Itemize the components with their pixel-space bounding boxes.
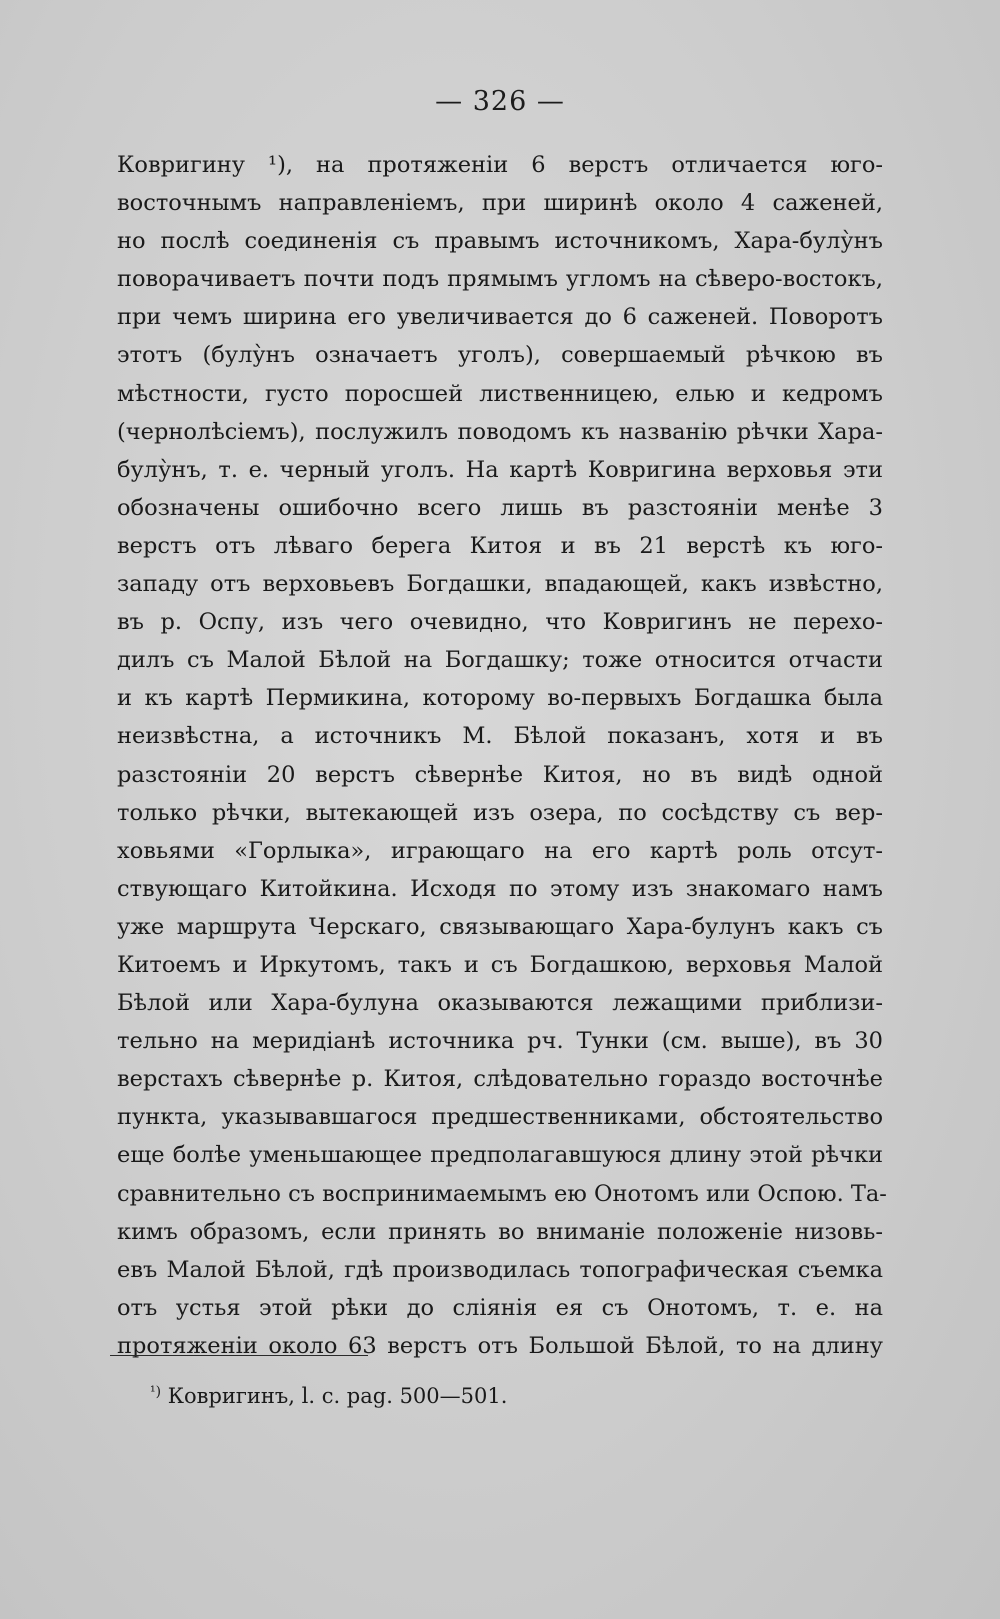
footnote-marker: ¹) [150,1384,162,1400]
text-line: (чернолѣсіемъ), послужилъ поводомъ къ названію рѣчки Хара- [117,418,883,445]
body-text [117,146,887,1365]
text-line: мѣстности, густо поросшей лиственницею, елью и кедромъ [117,380,883,407]
text-line: Китоемъ и Иркутомъ, такъ и съ Богдашкою, верховья Малой [117,951,883,978]
text-line: дилъ съ Малой Бѣлой на Богдашку; тоже относится отчасти [117,647,883,674]
text-line: отъ устья этой рѣки до слiянія ея съ Онотомъ, т. е. на [117,1294,883,1321]
text-line: верстъ отъ лѣваго берега Китоя и въ 21 верстѣ къ юго- [117,532,883,559]
text-line: разстояніи 20 верстъ сѣвернѣе Китоя, но въ видѣ одной [117,761,883,788]
text-line: обозначены ошибочно всего лишь въ разстояніи менѣе 3 [117,494,883,521]
text-line: протяженіи около 63 верстъ отъ Большой Бѣлой, то на длину [117,1332,883,1359]
text-line: этотъ (булу̀нъ означаетъ уголъ), совершаемый рѣчкою въ [117,342,883,369]
text-line: западу отъ верховьевъ Богдашки, впадающей, какъ извѣстно, [117,571,883,598]
text-line: пункта, указывавшагося предшественниками, обстоятельство [117,1104,883,1131]
text-line: тельно на меридіанѣ источника рч. Тунки (см. выше), въ 30 [117,1028,883,1055]
text-line: Ковригину ¹), на протяженіи 6 верстъ отличается юго- [117,152,883,178]
text-line: въ р. Оспу, изъ чего очевидно, что Ковригинъ не перехо- [117,609,883,636]
text-line: только рѣчки, вытекающей изъ озера, по сосѣдству съ вер- [117,799,883,826]
text-line: евъ Малой Бѣлой, гдѣ производилась топографическая съемка [117,1256,883,1283]
text-line: ховьями «Горлыка», играющаго на его картѣ роль отсут- [117,837,883,864]
text-line: сравнительно съ воспринимаемымъ ею Онотомъ или Оспою. Та- [117,1180,887,1207]
footnote-text: Ковригинъ, l. c. pag. 500—501. [167,1384,508,1408]
text-line: при чемъ ширина его увеличивается до 6 саженей. Поворотъ [117,304,883,331]
text-line: неизвѣстна, а источникъ М. Бѣлой показанъ, хотя и въ [117,723,883,750]
text-line: уже маршрута Черскаго, связывающаго Хара-булунъ какъ съ [117,913,883,940]
text-line: поворачиваетъ почти подъ прямымъ угломъ на сѣверо-востокъ, [117,266,883,293]
footnote-separator [110,1355,368,1356]
text-line: восточнымъ направленіемъ, при ширинѣ около 4 саженей, [117,190,883,217]
text-line: но послѣ соединенія съ правымъ источникомъ, Хара-булу̀нъ [117,228,883,255]
text-line: Бѣлой или Хара-булуна оказываются лежащими приблизи- [117,990,883,1017]
text-line: верстахъ сѣвернѣе р. Китоя, слѣдовательно гораздо восточнѣе [117,1066,883,1093]
text-line: кимъ образомъ, если принять во вниманіе положеніе низовь- [117,1218,883,1245]
text-line: ствующаго Китойкина. Исходя по этому изъ знакомаго намъ [117,875,883,902]
text-line: и къ картѣ Пермикина, которому во-первыхъ Богдашка была [117,685,883,712]
page-number: — 326 — [435,86,565,117]
text-line: еще болѣе уменьшающее предполагавшуюся длину этой рѣчки [117,1142,883,1169]
footnote [150,1384,507,1408]
text-line: булу̀нъ, т. е. черный уголъ. На картѣ Ковригина верховья эти [117,456,883,483]
